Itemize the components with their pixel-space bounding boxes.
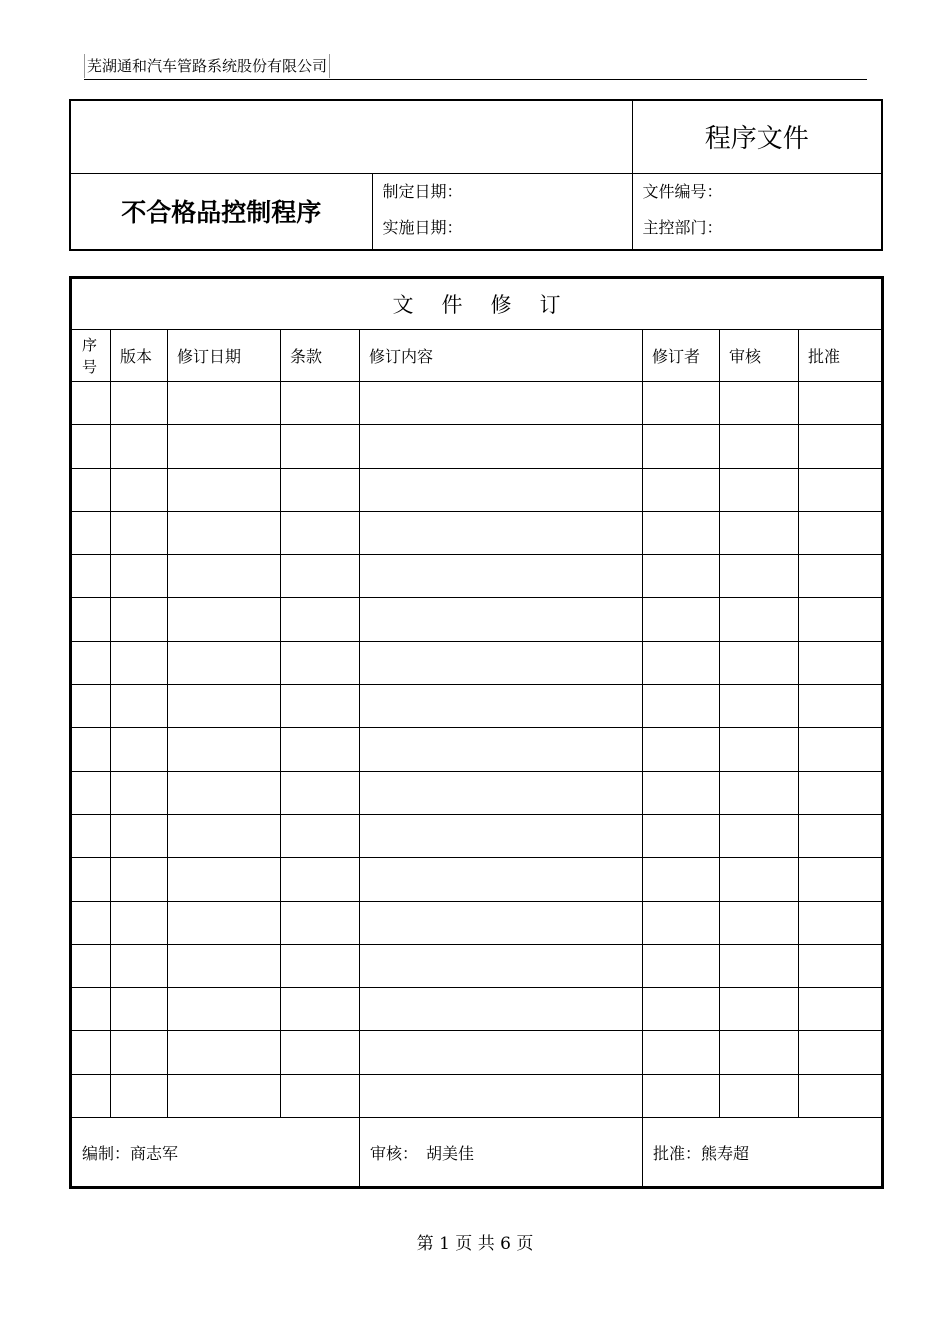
table-cell[interactable] (281, 598, 360, 641)
table-cell[interactable] (720, 555, 799, 598)
revision-title: 文件修订 (71, 278, 883, 330)
table-cell[interactable] (111, 771, 168, 814)
table-cell[interactable] (799, 685, 883, 728)
table-row (71, 814, 883, 857)
col-review: 审核 (720, 330, 799, 382)
company-name: 芜湖通和汽车管路系统股份有限公司 (84, 54, 330, 78)
table-cell[interactable] (281, 1074, 360, 1117)
table-cell[interactable] (281, 382, 360, 425)
table-cell[interactable] (111, 555, 168, 598)
doc-info-cell (632, 173, 882, 250)
revision-table (69, 276, 884, 1189)
table-cell[interactable] (643, 858, 720, 901)
table-cell[interactable] (168, 555, 281, 598)
column-header-row (71, 330, 883, 382)
table-cell[interactable] (71, 598, 111, 641)
table-cell[interactable] (168, 988, 281, 1031)
approver-signature: 批准：熊寿超 (643, 1118, 883, 1188)
table-cell[interactable] (360, 598, 643, 641)
table-cell[interactable] (281, 511, 360, 554)
table-cell[interactable] (168, 598, 281, 641)
table-cell[interactable] (360, 468, 643, 511)
table-cell[interactable] (281, 728, 360, 771)
table-cell[interactable] (281, 685, 360, 728)
table-cell[interactable] (643, 728, 720, 771)
table-row (71, 728, 883, 771)
table-cell[interactable] (111, 1074, 168, 1117)
table-cell[interactable] (360, 511, 643, 554)
table-cell[interactable] (799, 511, 883, 554)
col-reviser: 修订者 (643, 330, 720, 382)
table-cell[interactable] (643, 1031, 720, 1074)
table-cell[interactable] (643, 685, 720, 728)
impl-date-label: 实施日期： (382, 217, 463, 237)
table-cell[interactable] (360, 988, 643, 1031)
table-cell[interactable] (281, 641, 360, 684)
table-cell[interactable] (643, 814, 720, 857)
table-cell[interactable] (168, 382, 281, 425)
table-cell[interactable] (720, 1031, 799, 1074)
table-cell[interactable] (720, 598, 799, 641)
table-cell[interactable] (643, 988, 720, 1031)
table-cell[interactable] (71, 728, 111, 771)
table-cell[interactable] (111, 858, 168, 901)
table-cell[interactable] (111, 425, 168, 468)
table-row (71, 944, 883, 987)
table-cell[interactable] (360, 685, 643, 728)
table-row (71, 511, 883, 554)
table-cell[interactable] (71, 1031, 111, 1074)
table-cell[interactable] (643, 511, 720, 554)
table-cell[interactable] (643, 901, 720, 944)
table-cell[interactable] (643, 1074, 720, 1117)
table-cell[interactable] (360, 814, 643, 857)
table-row (71, 858, 883, 901)
table-cell[interactable] (71, 641, 111, 684)
table-cell[interactable] (799, 425, 883, 468)
table-cell[interactable] (71, 814, 111, 857)
table-cell[interactable] (799, 1074, 883, 1117)
table-cell[interactable] (360, 901, 643, 944)
table-cell[interactable] (799, 468, 883, 511)
table-row (71, 598, 883, 641)
table-cell[interactable] (71, 382, 111, 425)
header-rule (84, 79, 867, 80)
table-row (71, 988, 883, 1031)
table-cell[interactable] (360, 1031, 643, 1074)
table-cell[interactable] (720, 728, 799, 771)
table-cell[interactable] (168, 944, 281, 987)
author-signature: 编制：商志军 (71, 1118, 360, 1188)
table-cell[interactable] (168, 685, 281, 728)
table-cell[interactable] (360, 555, 643, 598)
table-cell[interactable] (799, 641, 883, 684)
table-cell[interactable] (281, 814, 360, 857)
table-cell[interactable] (799, 1031, 883, 1074)
table-cell[interactable] (720, 858, 799, 901)
table-row (71, 555, 883, 598)
table-cell[interactable] (281, 1031, 360, 1074)
table-cell[interactable] (360, 1074, 643, 1117)
doc-title: 不合格品控制程序 (70, 173, 372, 250)
table-cell[interactable] (71, 511, 111, 554)
col-version: 版本 (111, 330, 168, 382)
table-cell[interactable] (799, 382, 883, 425)
table-cell[interactable] (168, 858, 281, 901)
table-cell[interactable] (720, 771, 799, 814)
table-cell[interactable] (168, 814, 281, 857)
table-cell[interactable] (281, 901, 360, 944)
table-cell[interactable] (643, 425, 720, 468)
dept-label: 主控部门： (642, 217, 723, 237)
table-cell[interactable] (111, 382, 168, 425)
table-cell[interactable] (281, 468, 360, 511)
table-cell[interactable] (799, 988, 883, 1031)
table-cell[interactable] (111, 468, 168, 511)
table-cell[interactable] (799, 858, 883, 901)
table-cell[interactable] (111, 988, 168, 1031)
reviewer-signature: 审核： 胡美佳 (360, 1118, 643, 1188)
table-cell[interactable] (111, 641, 168, 684)
table-cell[interactable] (360, 771, 643, 814)
table-cell[interactable] (720, 901, 799, 944)
table-row (71, 1031, 883, 1074)
table-cell[interactable] (720, 382, 799, 425)
table-cell[interactable] (720, 814, 799, 857)
table-cell[interactable] (111, 728, 168, 771)
table-cell[interactable] (168, 901, 281, 944)
table-cell[interactable] (111, 814, 168, 857)
table-cell[interactable] (360, 858, 643, 901)
table-cell[interactable] (281, 425, 360, 468)
date-cell (372, 173, 632, 250)
table-cell[interactable] (799, 728, 883, 771)
table-cell[interactable] (281, 771, 360, 814)
table-cell[interactable] (71, 944, 111, 987)
table-cell[interactable] (71, 771, 111, 814)
table-cell[interactable] (71, 468, 111, 511)
table-cell[interactable] (799, 598, 883, 641)
table-cell[interactable] (281, 988, 360, 1031)
table-cell[interactable] (71, 901, 111, 944)
table-cell[interactable] (168, 1031, 281, 1074)
table-cell[interactable] (720, 1074, 799, 1117)
table-cell[interactable] (71, 1074, 111, 1117)
table-cell[interactable] (111, 598, 168, 641)
table-cell[interactable] (71, 555, 111, 598)
col-seq (71, 330, 111, 382)
table-cell[interactable] (643, 382, 720, 425)
table-row (71, 771, 883, 814)
table-cell[interactable] (281, 858, 360, 901)
col-content: 修订内容 (360, 330, 643, 382)
table-cell[interactable] (71, 988, 111, 1031)
table-cell[interactable] (799, 814, 883, 857)
table-cell[interactable] (168, 641, 281, 684)
table-cell[interactable] (643, 771, 720, 814)
table-cell[interactable] (720, 425, 799, 468)
table-cell[interactable] (281, 944, 360, 987)
col-date: 修订日期 (168, 330, 281, 382)
table-cell[interactable] (643, 555, 720, 598)
table-row (71, 1074, 883, 1117)
table-cell[interactable] (360, 641, 643, 684)
table-cell[interactable] (111, 944, 168, 987)
doc-type: 程序文件 (632, 100, 882, 173)
table-cell[interactable] (281, 555, 360, 598)
col-approve: 批准 (799, 330, 883, 382)
table-cell[interactable] (168, 1074, 281, 1117)
table-cell[interactable] (643, 468, 720, 511)
table-cell[interactable] (168, 728, 281, 771)
table-row (71, 685, 883, 728)
table-cell[interactable] (720, 685, 799, 728)
col-seq-label: 序号 (82, 335, 98, 376)
table-row (71, 468, 883, 511)
header-blank-cell (70, 100, 632, 173)
document-header-table (69, 99, 883, 251)
table-row (71, 641, 883, 684)
table-cell[interactable] (111, 511, 168, 554)
table-cell[interactable] (720, 511, 799, 554)
page-footer: 第 1 页 共 6 页 (416, 1234, 534, 1254)
table-row (71, 382, 883, 425)
signature-row (71, 1118, 883, 1188)
table-cell[interactable] (720, 988, 799, 1031)
table-cell[interactable] (720, 944, 799, 987)
table-cell[interactable] (111, 1031, 168, 1074)
doc-no-label: 文件编号： (642, 181, 723, 201)
table-cell[interactable] (799, 771, 883, 814)
table-cell[interactable] (168, 771, 281, 814)
table-cell[interactable] (720, 468, 799, 511)
table-row (71, 425, 883, 468)
made-date-label: 制定日期： (382, 181, 463, 201)
table-row (71, 901, 883, 944)
table-cell[interactable] (71, 685, 111, 728)
table-cell[interactable] (799, 555, 883, 598)
table-cell[interactable] (168, 468, 281, 511)
table-cell[interactable] (71, 425, 111, 468)
table-cell[interactable] (111, 901, 168, 944)
table-cell[interactable] (799, 901, 883, 944)
table-cell[interactable] (643, 641, 720, 684)
table-cell[interactable] (71, 858, 111, 901)
table-cell[interactable] (360, 944, 643, 987)
table-cell[interactable] (168, 511, 281, 554)
table-cell[interactable] (360, 728, 643, 771)
col-clause: 条款 (281, 330, 360, 382)
table-cell[interactable] (643, 944, 720, 987)
table-cell[interactable] (720, 641, 799, 684)
table-cell[interactable] (360, 425, 643, 468)
table-cell[interactable] (168, 425, 281, 468)
table-cell[interactable] (111, 685, 168, 728)
table-cell[interactable] (360, 382, 643, 425)
table-cell[interactable] (799, 944, 883, 987)
table-cell[interactable] (643, 598, 720, 641)
